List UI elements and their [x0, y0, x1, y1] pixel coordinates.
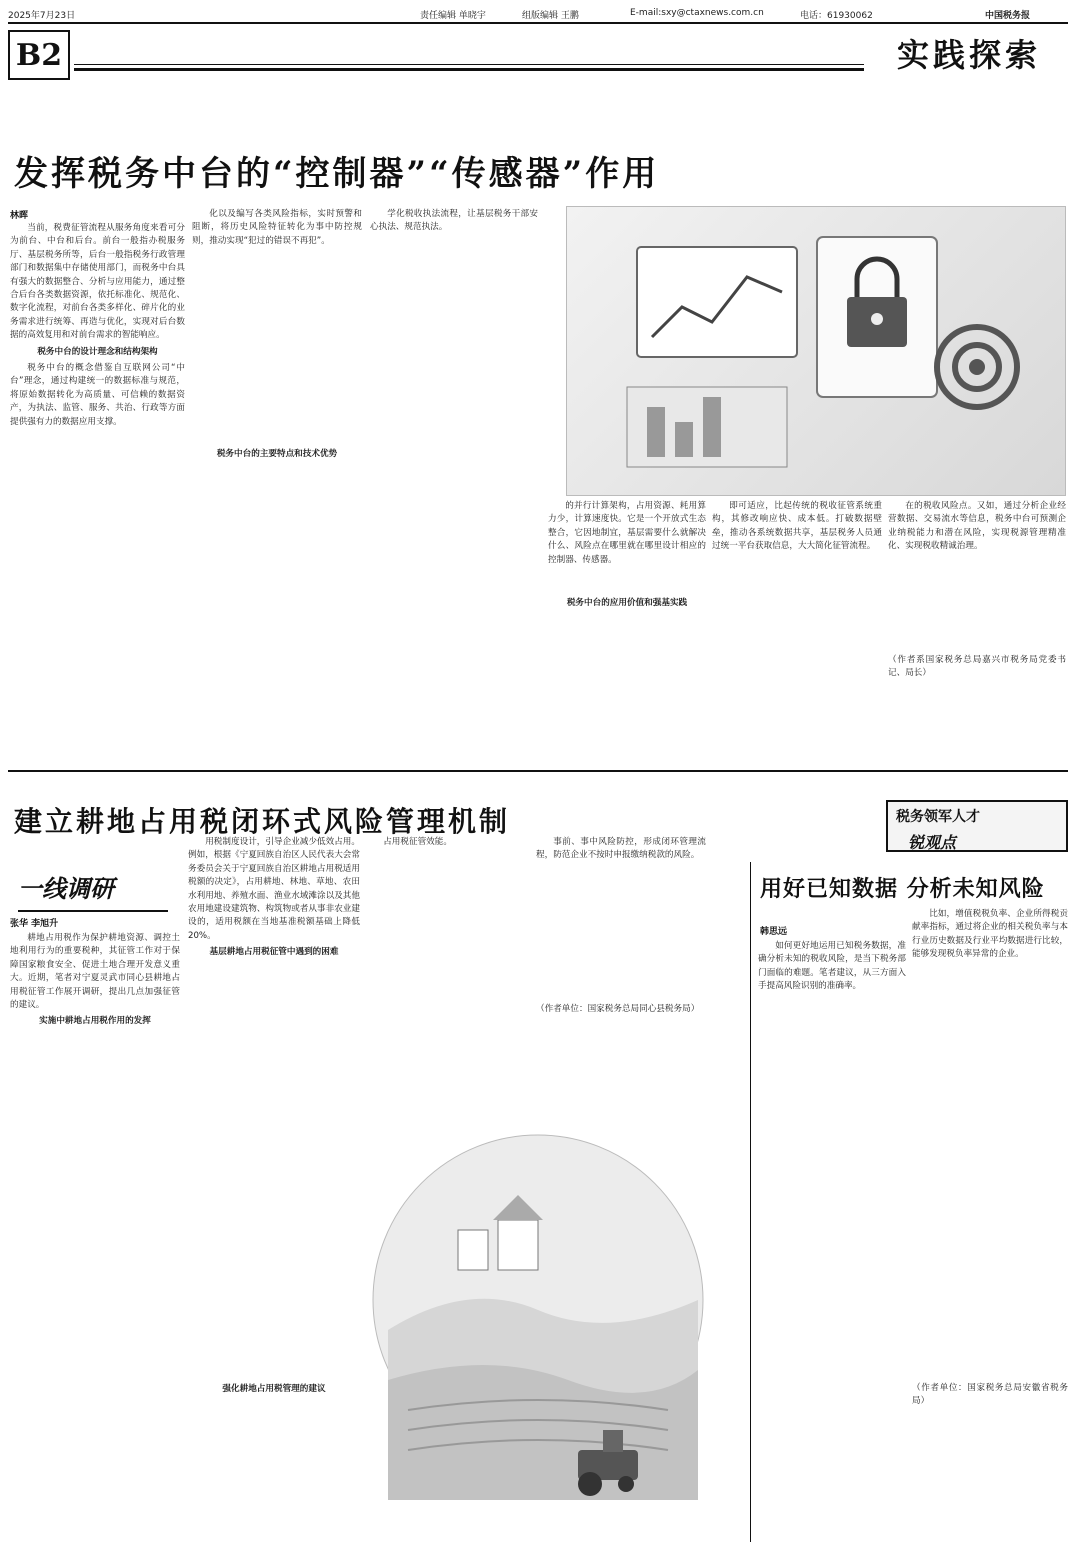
- article1-column-5: [712, 500, 882, 722]
- page-badge: [8, 30, 70, 80]
- badge-subtitle: 锐观点: [908, 833, 957, 852]
- article1-author: 林晖: [10, 211, 29, 221]
- article3-para: 如何更好地运用已知税务数据，准确分析未知的税收风险，是当下税务部门面临的难题。笔者建议，从三方面入手提高风险识别的准确率。: [758, 941, 906, 992]
- article2-credit: （作者单位：国家税务总局同心县税务局）: [536, 1003, 700, 1014]
- article1-para: 当前，税费征管流程从服务角度来看可分为前台、中台和后台。前台一般指办税服务厅、基层税务所等，后台一般指税务行政管理部门和数据集中存储使用部门，而税务中台具有强大的数据整合、分析与应用能力，通过整合后台各类数据资源，依托标准化、规范化、数字化流程，对前台各类多样化、碎片化的业务需求进行统筹、再造与优化，实现对后台数据的高效复用和对前台需求的智能响应。: [10, 223, 185, 341]
- article3-author: 韩思远: [760, 927, 788, 937]
- duty-editor: 责任编辑 单晓宇: [420, 11, 486, 21]
- article1-column-3: [370, 208, 538, 722]
- article1-subhead-1: 税务中台的设计理念和结构架构: [37, 346, 158, 357]
- article1-column-6: [888, 500, 1066, 722]
- article1-illustration: [566, 206, 1066, 496]
- header-rule: [8, 22, 1068, 24]
- article2-para: 事前、事中风险防控，形成闭环管理流程，防范企业不按时申报缴纳税款的风险。: [536, 837, 706, 861]
- article1-para: 即可适应，比起传统的税收征管系统重构，其修改响应快、成本低。打破数据壁垒，推动各系统数据共享，基层税务人员通过统一平台获取信息，大大简化征管流程。: [712, 501, 882, 552]
- section-title: 实践探索: [896, 36, 1041, 74]
- farmland-graphic: [368, 1080, 708, 1542]
- article2-para: 用税制度设计，引导企业减少低效占用。例如，根据《宁夏回族自治区人民代表大会常务委员会关于宁夏回族自治区耕地占用税适用税额的决定》，占用耕地、林地、草地、农田水利用地、养殖水面、渔业水域滩涂以及其他农用地建设建筑物、构筑物或者从事非农业建设的，适用税额在当地基准税额基础上降低20%。: [188, 837, 360, 941]
- article2-column-4: [536, 836, 706, 1076]
- layout-editor: 组版编辑 王鹏: [522, 11, 579, 21]
- security-data-graphic: [567, 207, 1066, 496]
- article1-credit: （作者系国家税务总局嘉兴市税务局党委书记、局长）: [888, 654, 1066, 679]
- newspaper-name: 中国税务报: [985, 11, 1031, 21]
- article2-subhead-1: 实施中耕地占用税作用的发挥: [39, 1016, 151, 1027]
- sidebar-divider: [750, 862, 751, 1542]
- article2-column-3: [366, 836, 526, 1076]
- article1-para: 学化税收执法流程，让基层税务干部安心执法、规范执法。: [370, 209, 538, 233]
- article2-subhead-3: 强化耕地占用税管理的建议: [222, 1384, 326, 1394]
- phone-text: 电话：61930062: [800, 11, 873, 21]
- article1-para: 税务中台的概念借鉴自互联网公司“中台”理念，通过构建统一的数据标准与规范，将原始数据转化为高质量、可信赖的数据资产，为执法、监管、服务、共治、行政等方面提供强有力的数据应用支撑。: [10, 363, 185, 427]
- article1-column-4: [548, 500, 706, 722]
- article3-column-2: [912, 908, 1068, 1544]
- badge-title: 税务领军人才: [896, 809, 980, 825]
- page-number: B2: [15, 37, 63, 73]
- article1-subhead-3: 税务中台的应用价值和强基实践: [566, 598, 688, 609]
- column-tag: [18, 862, 168, 912]
- article2-author: 张华 李旭升: [10, 919, 59, 929]
- section-rule-thin: [74, 64, 864, 65]
- article3-para: 比如，增值税税负率、企业所得税贡献率指标，通过将企业的相关税负率与本行业历史数据及行业平均数据进行比较，能够发现税负率异常的企业。: [912, 909, 1068, 960]
- section-banner: [870, 28, 1068, 78]
- article3-column-1: [758, 940, 906, 1544]
- article2-subhead-2: 基层耕地占用税征管中遇到的困难: [209, 947, 339, 958]
- article1-column-2: [192, 208, 362, 722]
- issue-date: 2025年7月23日: [8, 11, 76, 21]
- article1-para: 化以及编写各类风险指标，实时预警和阻断，将历史风险特征转化为事中防控规则，推动实现“犯过的错误不再犯”。: [192, 209, 362, 246]
- farmland-illustration: [368, 1080, 708, 1542]
- article2-para: 占用税征管效能。: [383, 837, 452, 847]
- article2-title: 建立耕地占用税闭环式风险管理机制: [14, 805, 511, 838]
- article3-title: 用好已知数据 分析未知风险: [760, 876, 1045, 902]
- article2-para: 耕地占用税作为保护耕地资源、调控土地利用行为的重要税种，其征管工作对于保障国家粮食安全、促进土地合理开发意义重大。近期，笔者对宁夏灵武市同心县耕地占用税征管工作展开调研，提出几点加强征管的建议。: [10, 933, 180, 1011]
- article1-title: 发挥税务中台的“控制器”“传感器”作用: [14, 154, 660, 194]
- article1-divider: [8, 770, 1068, 772]
- article1-column-1: [10, 222, 185, 722]
- article1-subhead-2: 税务中台的主要特点和技术优势: [216, 449, 338, 460]
- section-rule-thick: [74, 68, 864, 71]
- leader-talent-badge: [886, 800, 1068, 852]
- email-text: E-mail:sxy@ctaxnews.com.cn: [630, 8, 764, 18]
- article2-column-1: [10, 932, 180, 1544]
- article2-column-2: [188, 836, 360, 1076]
- article2-column-2b: [188, 1380, 360, 1546]
- column-tag-text: 一线调研: [18, 873, 114, 903]
- article1-para: 在的税收风险点。又如，通过分析企业经营数据、交易流水等信息，税务中台可预测企业纳税能力和潜在风险，实现税源管理精准化、实现税收精诚治理。: [888, 501, 1066, 552]
- article1-para: 的并行计算架构，占用资源、耗用算力少，计算速度快。它是一个开放式生态整合，它因地制宜，基层需要什么就解决什么、风险点在哪里就在哪里设计相应的控制器、传感器。: [548, 501, 706, 565]
- article3-credit: （作者单位：国家税务总局安徽省税务局）: [912, 1382, 1068, 1407]
